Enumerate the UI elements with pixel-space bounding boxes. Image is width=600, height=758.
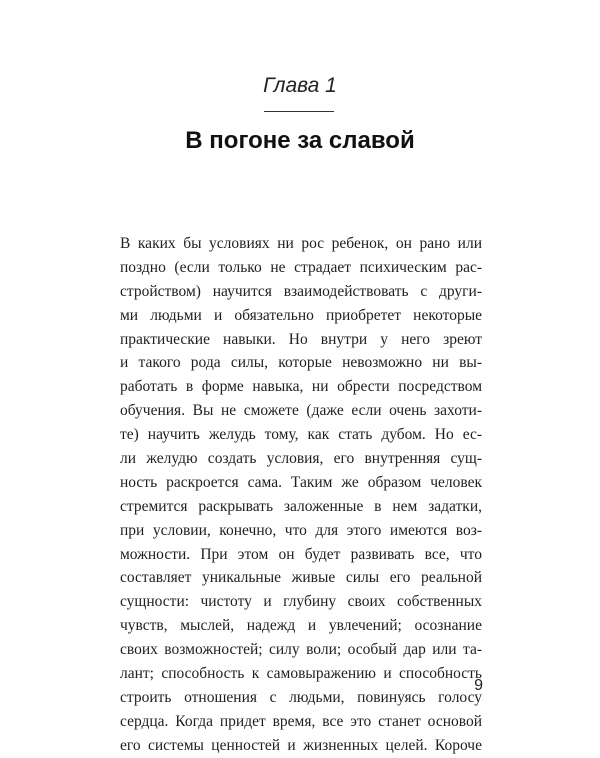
text-line: поздно (если только не страдает психическим рас- [120,258,482,276]
text-line: практические навыки. Но внутри у него зреют [120,330,482,348]
text-line: стремится раскрывать заложенные в нем задатки, [120,497,482,515]
text-line: те) научить желудь тому, как стать дубом. Но ес- [120,426,482,444]
text-line: ми людьми и обязательно приобретет некоторые [120,306,482,324]
chapter-divider [264,111,334,112]
text-line: лант; способность к самовыражению и способность [120,665,482,683]
text-line: и такого рода силы, которые невозможно ни вы- [120,354,482,372]
text-line: ли желудю создать условия, его внутренняя сущ- [120,450,482,468]
text-line: можности. При этом он будет развивать все, что [120,545,482,563]
text-line: сердца. Когда придет время, все это станет основой [120,712,482,730]
text-line: работать в форме навыка, ни обрести посредством [120,378,482,396]
text-line: составляет уникальные живые силы его реальной [120,569,482,587]
text-line: обучения. Вы не сможете (даже если очень захоти- [120,402,482,420]
page-number: 9 [474,677,483,694]
chapter-label: Глава 1 [263,74,337,97]
text-line: его системы ценностей и жизненных целей. Короче [120,736,482,754]
text-line: чувств, мыслей, надежд и увлечений; осознание [120,617,482,635]
text-line: ность раскроется сама. Таким же образом человек [120,473,482,491]
text-line: стройством) научится взаимодействовать с други- [120,282,482,300]
text-line: строить отношения с людьми, повинуясь голосу [120,688,482,706]
chapter-title: В погоне за славой [185,127,415,154]
text-line: сущности: чистоту и глубину своих собственных [120,593,482,611]
text-line: своих возможностей; силу воли; особый дар или та- [120,641,482,659]
text-line: при условии, конечно, что для этого имеются воз- [120,521,482,539]
body-text [120,232,482,758]
text-line: В каких бы условиях ни рос ребенок, он рано или [120,235,482,252]
